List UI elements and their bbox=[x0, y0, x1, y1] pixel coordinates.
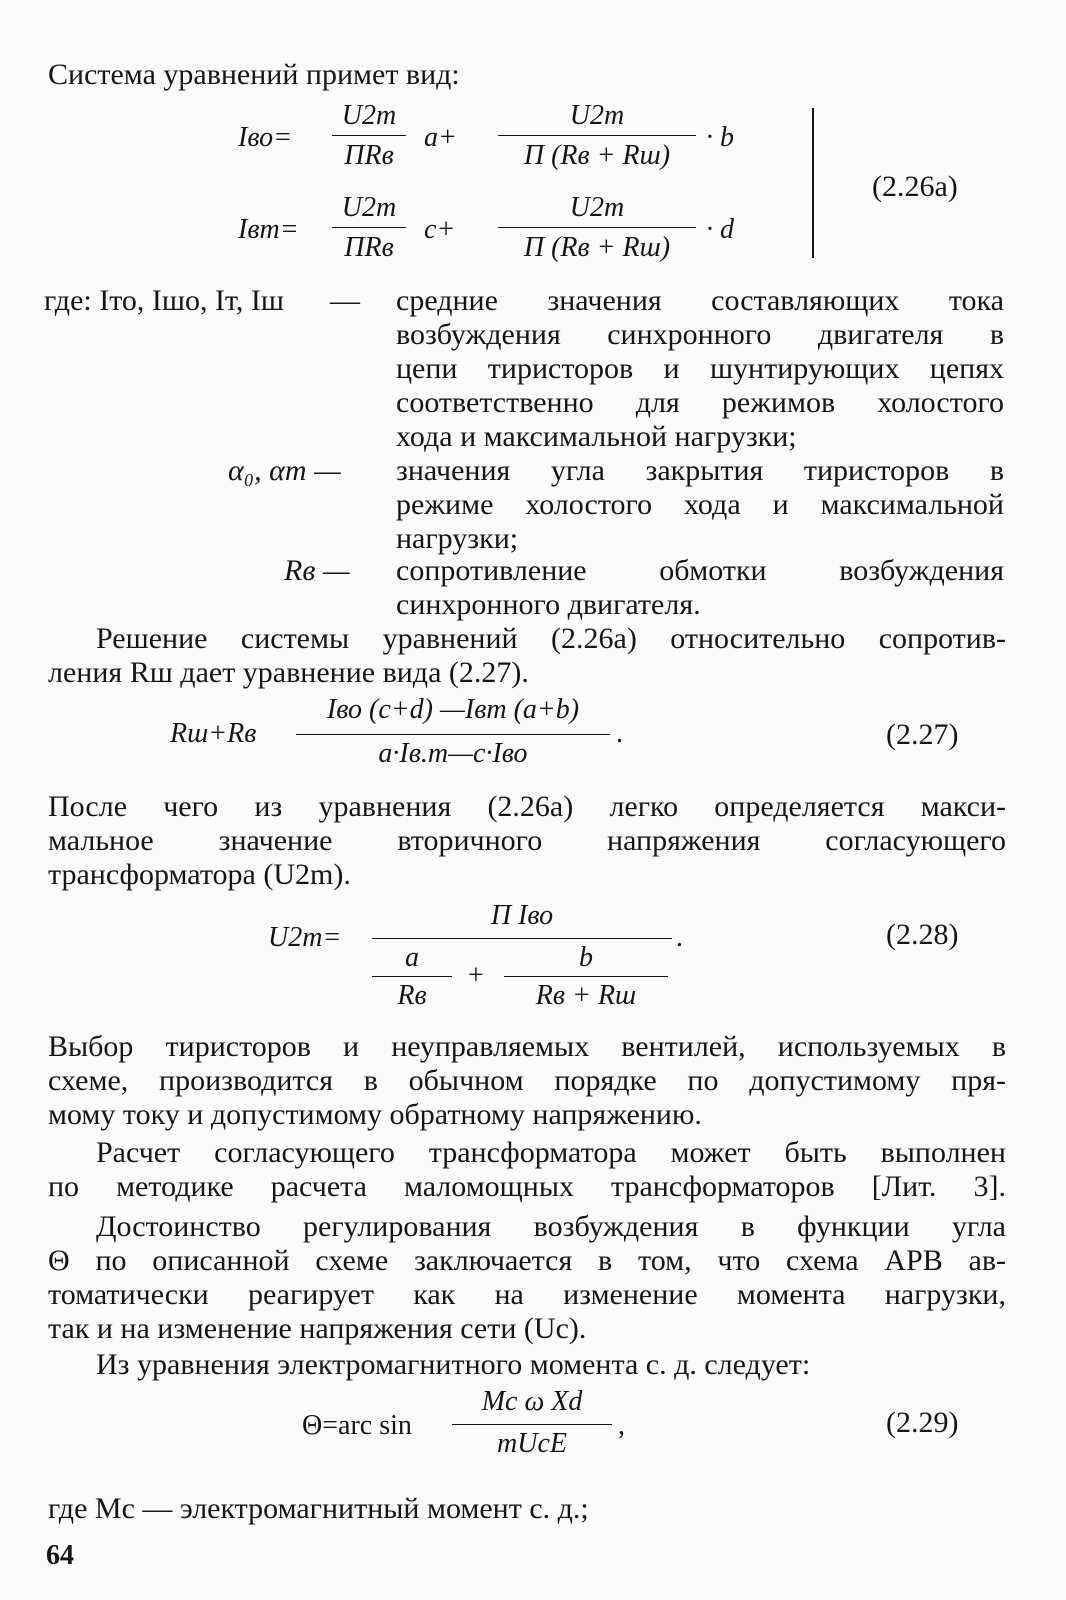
eq-lhs-2: Iвm= bbox=[238, 214, 299, 245]
frac-num: П Iво bbox=[490, 900, 554, 931]
def-2-line: режиме холостого хода и максимальной bbox=[396, 488, 1004, 521]
def-2-terms: α₀, αm — bbox=[228, 454, 341, 487]
def-3-line: сопротивление обмотки возбуждения bbox=[396, 554, 1004, 587]
page-number: 64 bbox=[46, 1540, 74, 1571]
fraction-bar bbox=[452, 1424, 612, 1425]
def-1-line: хода и максимальной нагрузки; bbox=[396, 420, 797, 453]
eq-period: . bbox=[616, 718, 623, 749]
system-brace bbox=[812, 108, 814, 258]
equation-number: (2.26а) bbox=[872, 170, 958, 203]
paragraph-line: После чего из уравнения (2.26а) легко определяется макси- bbox=[48, 790, 1006, 823]
paragraph-line: мальное значение вторичного напряжения согласующего bbox=[48, 824, 1006, 857]
eq-tail-1: · b bbox=[706, 122, 734, 153]
fraction-bar bbox=[332, 227, 406, 228]
paragraph-line: мому току и допустимому обратному напряжению. bbox=[48, 1098, 702, 1131]
final-definition: где Mc — электромагнитный момент с. д.; bbox=[48, 1492, 589, 1525]
frac-3-den: ПRв bbox=[344, 232, 394, 263]
fraction-bar bbox=[504, 976, 668, 977]
paragraph-line: трансформатора (U2m). bbox=[48, 858, 351, 891]
sub-frac-den: Rв bbox=[397, 980, 427, 1011]
def-1-line: возбуждения синхронного двигателя в bbox=[396, 318, 1004, 351]
eq-lhs: Rш+Rв bbox=[170, 718, 257, 749]
def-3-terms: Rв — bbox=[284, 554, 350, 587]
fraction-bar bbox=[498, 227, 696, 228]
paragraph-line: томатически реагирует как на изменение момента нагрузки, bbox=[48, 1278, 1006, 1311]
paragraph-line: по методике расчета маломощных трансформаторов [Лит. 3]. bbox=[48, 1170, 1006, 1203]
fraction-bar bbox=[296, 734, 610, 735]
frac-num: Iво (c+d) —Iвm (a+b) bbox=[326, 694, 580, 725]
paragraph-line: ления Rш дает уравнение вида (2.27). bbox=[48, 656, 529, 689]
frac-1-den: ПRв bbox=[344, 140, 394, 171]
plus-sign: + bbox=[468, 960, 484, 991]
paragraph-line: Θ по описанной схеме заключается в том, что схема АРВ ав- bbox=[48, 1244, 1006, 1277]
eq-period: . bbox=[676, 922, 683, 953]
fraction-bar bbox=[372, 976, 452, 977]
equation-number: (2.29) bbox=[886, 1406, 959, 1439]
eq-mid-2: c+ bbox=[424, 214, 456, 245]
frac-1-num: U2m bbox=[341, 100, 397, 131]
frac-4-den: П (Rв + Rш) bbox=[523, 232, 671, 263]
paragraph-line: Решение системы уравнений (2.26а) относительно сопротив- bbox=[96, 622, 1006, 655]
frac-den: mUcE bbox=[497, 1428, 567, 1459]
eq-comma: , bbox=[618, 1410, 625, 1441]
equation-number: (2.28) bbox=[886, 918, 959, 951]
eq-mid-1: a+ bbox=[424, 122, 457, 153]
fraction-bar bbox=[498, 135, 696, 136]
eq-lhs-1: Iво= bbox=[238, 122, 293, 153]
def-2-line: нагрузки; bbox=[396, 522, 519, 555]
def-2-line: значения угла закрытия тиристоров в bbox=[396, 454, 1004, 487]
paragraph-line: так и на изменение напряжения сети (Uc). bbox=[48, 1312, 587, 1345]
frac-2-num: U2m bbox=[569, 100, 625, 131]
def-1-terms: где: Iто, Iшо, Iт, Iш bbox=[44, 284, 284, 317]
sub-frac-den: Rв + Rш bbox=[535, 980, 637, 1011]
eq-lhs: U2m= bbox=[268, 922, 342, 953]
equation-number: (2.27) bbox=[886, 718, 959, 751]
paragraph-line: схеме, производится в обычном порядке по допустимому пря- bbox=[48, 1064, 1006, 1097]
eq-tail-2: · d bbox=[706, 214, 734, 245]
frac-num: Mc ω Xd bbox=[481, 1386, 583, 1417]
frac-4-num: U2m bbox=[569, 192, 625, 223]
def-1-line: средние значения составляющих тока bbox=[396, 284, 1004, 317]
fraction-bar bbox=[372, 938, 672, 939]
paragraph-line: Выбор тиристоров и неуправляемых вентилей, используемых в bbox=[48, 1030, 1006, 1063]
def-3-line: синхронного двигателя. bbox=[396, 588, 701, 621]
frac-den: a·Iв.m—c·Iво bbox=[378, 738, 528, 769]
paragraph-line: Из уравнения электромагнитного момента с. д. следует: bbox=[96, 1348, 811, 1381]
sub-frac-num: a bbox=[405, 942, 419, 973]
frac-2-den: П (Rв + Rш) bbox=[523, 140, 671, 171]
eq-lhs: Θ=arc sin bbox=[302, 1410, 412, 1441]
sub-frac-num: b bbox=[579, 942, 593, 973]
intro-line: Система уравнений примет вид: bbox=[48, 58, 460, 91]
paragraph-line: Расчет согласующего трансформатора может быть выполнен bbox=[96, 1136, 1006, 1169]
fraction-bar bbox=[332, 135, 406, 136]
paragraph-line: Достоинство регулирования возбуждения в функции угла bbox=[96, 1210, 1006, 1243]
def-1-line: соответственно для режимов холостого bbox=[396, 386, 1004, 419]
frac-3-num: U2m bbox=[341, 192, 397, 223]
def-1-dash: — bbox=[330, 284, 360, 317]
def-1-line: цепи тиристоров и шунтирующих цепях bbox=[396, 352, 1004, 385]
